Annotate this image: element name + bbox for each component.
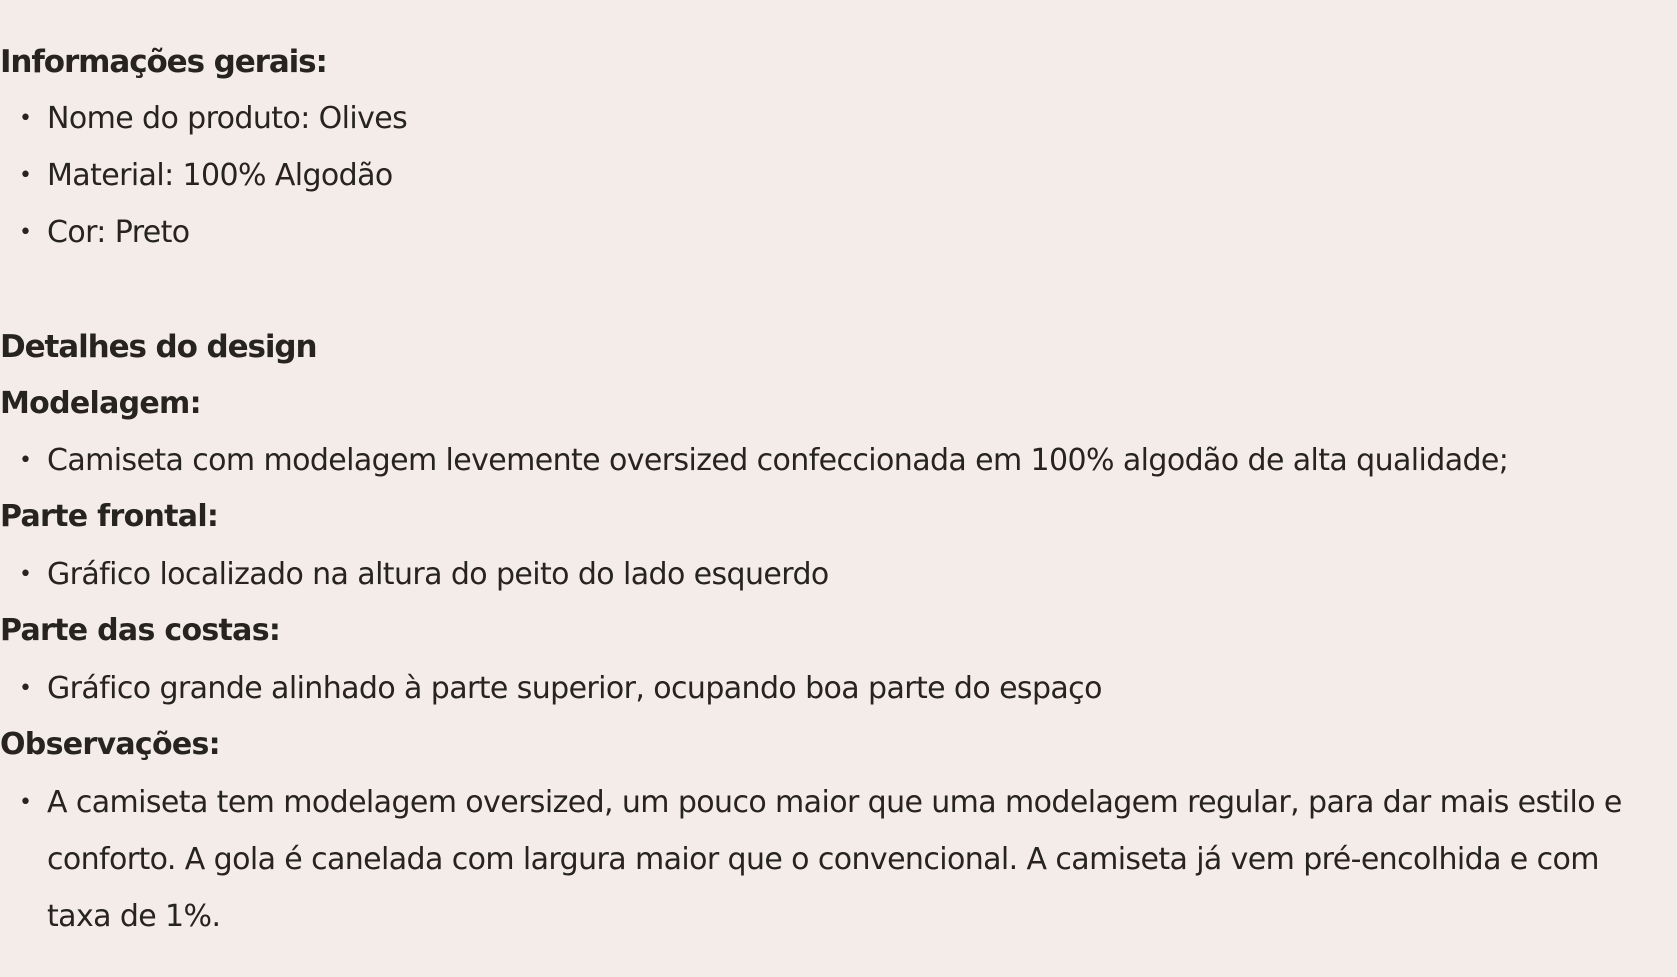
list-item-text: Gráfico grande alinhado à parte superior, ocupando boa parte do espaço <box>47 671 1102 706</box>
modelagem-label: Modelagem: <box>0 386 201 421</box>
observacoes-label: Observações: <box>0 727 220 762</box>
bullet-icon: • <box>19 562 32 587</box>
list-item-text: Cor: Preto <box>47 215 190 250</box>
bullet-icon: • <box>19 448 32 473</box>
list-item-text: A camiseta tem modelagem oversized, um pouco maior que uma modelagem regular, para dar mais estilo e conforto. A gola é canelada com largura maior que o convencional. A camiseta já vem pré-encolhida e com taxa de 1%. <box>47 785 1622 934</box>
bullet-icon: • <box>19 163 32 188</box>
general-info-heading: Informações gerais: <box>0 44 327 80</box>
list-item-frontal <box>0 546 1677 603</box>
bullet-icon: • <box>19 790 32 815</box>
list-item-text: Material: 100% Algodão <box>47 158 393 193</box>
bullet-icon: • <box>19 676 32 701</box>
list-item-color <box>0 204 1677 261</box>
list-item-product-name <box>0 90 1677 147</box>
list-item-material <box>0 147 1677 204</box>
parte-costas-label: Parte das costas: <box>0 613 281 648</box>
list-item-observacoes <box>0 774 1677 945</box>
list-item-text: Gráfico localizado na altura do peito do lado esquerdo <box>47 557 829 592</box>
parte-frontal-label: Parte frontal: <box>0 499 219 534</box>
bullet-icon: • <box>19 106 32 131</box>
list-item-text: Camiseta com modelagem levemente oversized confeccionada em 100% algodão de alta qualidade; <box>47 443 1509 478</box>
bullet-icon: • <box>19 220 32 245</box>
list-item-modelagem <box>0 432 1677 489</box>
list-item-costas <box>0 660 1677 717</box>
design-details-heading: Detalhes do design <box>0 329 317 365</box>
list-item-text: Nome do produto: Olives <box>47 101 408 136</box>
